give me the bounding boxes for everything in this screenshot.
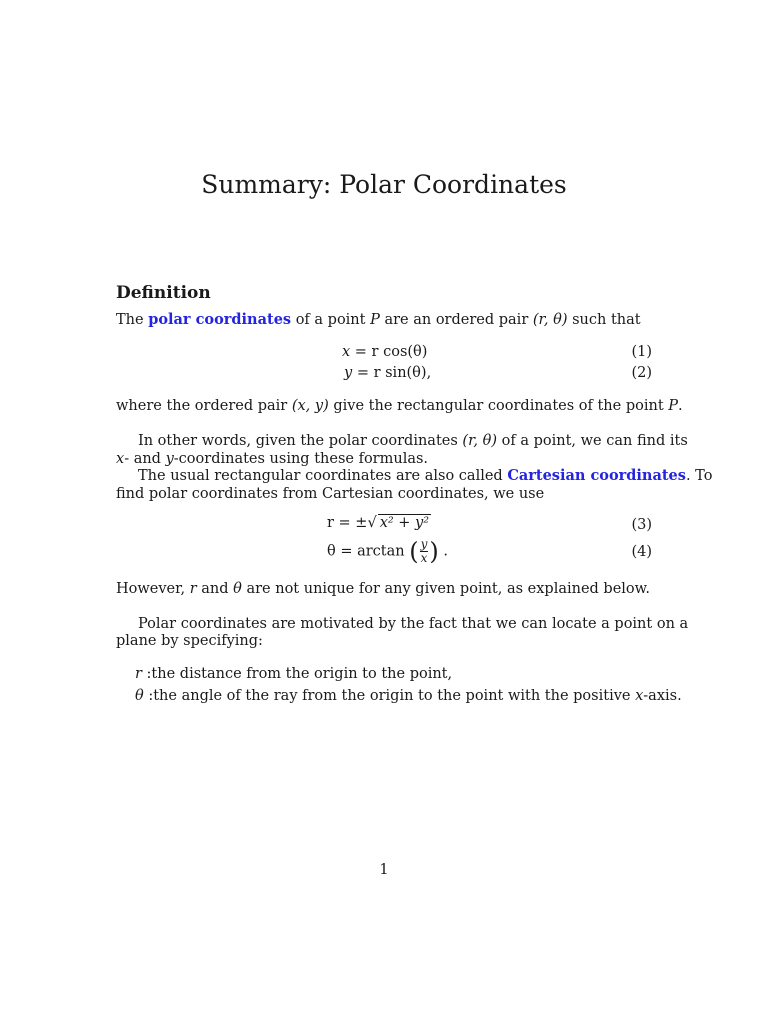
text-run: -coordinates using these formulas.: [173, 451, 429, 467]
paragraph-other-words-line1: [138, 432, 688, 450]
text-run: In other words, given the polar coordinates: [138, 433, 463, 449]
paragraph-definition: [116, 311, 641, 329]
paragraph-other-words-line2: [116, 450, 428, 468]
list-item-text: :the angle of the ray from the origin to the point with the positive: [143, 688, 636, 704]
radicand: x² + y²: [379, 515, 430, 531]
paren-right: ): [429, 537, 439, 566]
fraction-numerator: y: [420, 537, 428, 551]
equation-lhs: r = ±: [327, 515, 368, 531]
text-run: . To: [685, 468, 713, 484]
math-pair: (x, y): [291, 398, 329, 414]
math-var: r: [135, 666, 142, 682]
math-var: θ: [135, 688, 144, 704]
paragraph-cartesian-line2: find polar coordinates from Cartesian coordinates, we use: [116, 486, 545, 502]
list-item: [135, 665, 452, 683]
equation-4: [327, 538, 448, 565]
equation-1: [342, 344, 427, 360]
list-item-text: -axis.: [643, 688, 682, 704]
text-run: such that: [567, 312, 641, 328]
math-var: x: [116, 451, 125, 467]
text-run: .: [678, 398, 683, 414]
paragraph-rectangular: [116, 397, 683, 415]
text-run: give the rectangular coordinates of the point: [328, 398, 669, 414]
equation-3: [327, 515, 431, 531]
text-run: are not unique for any given point, as explained below.: [241, 581, 650, 597]
equation-number-2: (2): [631, 365, 652, 381]
equation-number-4: (4): [631, 544, 652, 560]
math-var: y: [165, 451, 174, 467]
math-var: P: [370, 312, 380, 328]
math-var: x: [342, 344, 351, 360]
text-run: The: [116, 312, 149, 328]
equation-end: .: [443, 543, 448, 560]
paragraph-not-unique: [116, 580, 650, 598]
text-run: - and: [124, 451, 166, 467]
link-cartesian-coordinates[interactable]: Cartesian coordinates: [507, 467, 686, 484]
paragraph-motivation-line1: Polar coordinates are motivated by the fact that we can locate a point on a: [138, 616, 689, 632]
text-run: are an ordered pair: [379, 312, 533, 328]
text-run: However,: [116, 581, 190, 597]
math-var: θ: [233, 581, 242, 597]
paren-left: (: [409, 537, 419, 566]
list-item: [135, 687, 682, 705]
link-polar-coordinates[interactable]: polar coordinates: [148, 311, 292, 328]
math-pair: (r, θ): [462, 433, 498, 449]
equation-lhs: θ = arctan: [327, 543, 405, 560]
page-title: Summary: Polar Coordinates: [201, 170, 567, 199]
paragraph-cartesian-line1: [138, 467, 712, 485]
equation-number-1: (1): [631, 344, 652, 360]
page-number: 1: [379, 862, 389, 878]
equation-2: [344, 365, 431, 381]
equation-rhs: = r cos(θ): [354, 344, 428, 360]
math-var: x: [635, 688, 644, 704]
math-var: P: [668, 398, 679, 414]
text-run: The usual rectangular coordinates are also called: [138, 468, 508, 484]
list-item-text: :the distance from the origin to the point,: [141, 666, 453, 682]
text-run: and: [196, 581, 234, 597]
paragraph-motivation-line2: plane by specifying:: [116, 633, 263, 649]
fraction: [420, 538, 429, 565]
math-var: r: [189, 581, 197, 597]
text-run: of a point, we can find its: [497, 433, 688, 449]
math-pair: (r, θ): [532, 312, 568, 328]
text-run: of a point: [291, 312, 371, 328]
fraction-denominator: x: [420, 551, 428, 565]
sqrt-symbol: √: [367, 515, 377, 531]
section-heading-definition: Definition: [116, 283, 211, 303]
equation-rhs: = r sin(θ),: [356, 365, 432, 381]
equation-number-3: (3): [631, 517, 652, 533]
text-run: where the ordered pair: [116, 398, 292, 414]
math-var: y: [344, 365, 353, 381]
